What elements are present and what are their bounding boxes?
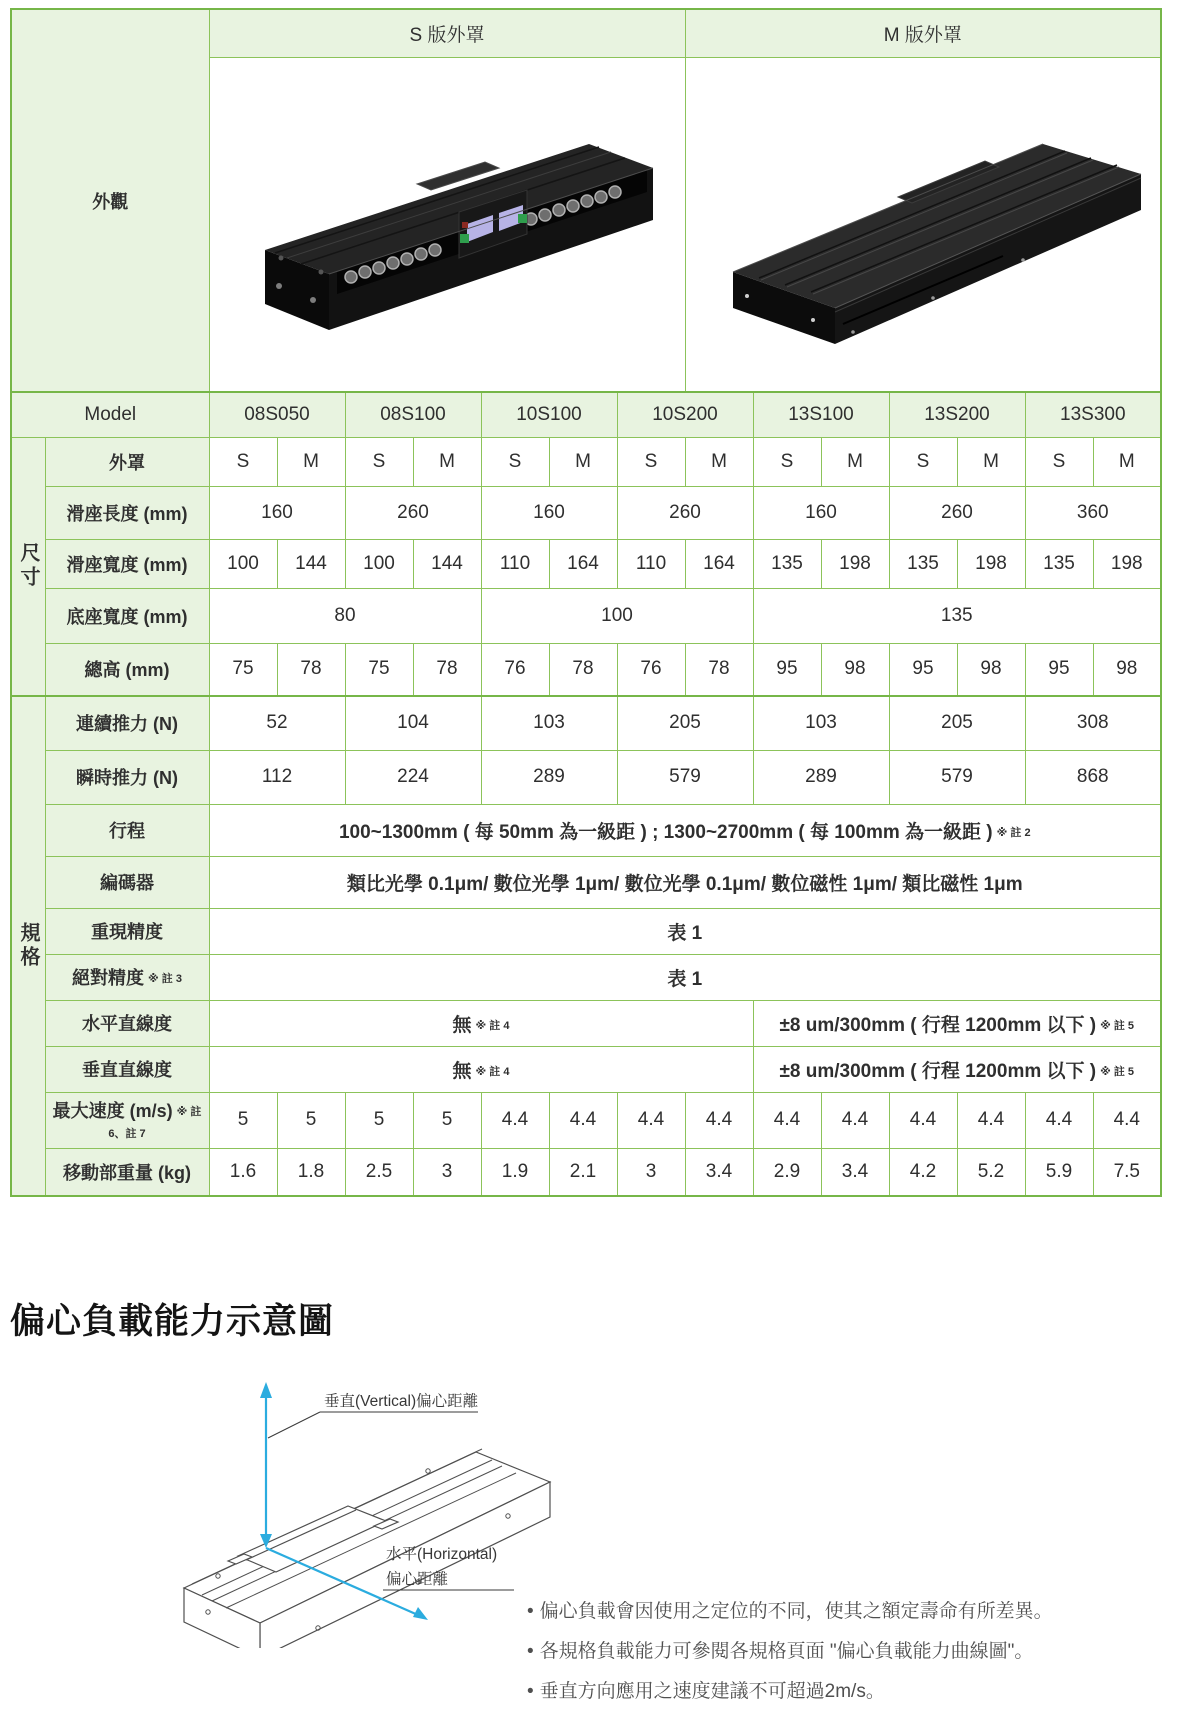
model-cell: 13S300 xyxy=(1025,392,1161,437)
row-label-continuous-thrust: 連續推力 (N) xyxy=(45,696,209,750)
value-cell: 224 xyxy=(345,750,481,804)
value-cell: 4.4 xyxy=(549,1092,617,1148)
value-cell: 289 xyxy=(753,750,889,804)
row-absolute-accuracy xyxy=(11,954,1161,1000)
value-cell: 5 xyxy=(277,1092,345,1148)
value-cell: 2.1 xyxy=(549,1148,617,1196)
value-cell: 5.9 xyxy=(1025,1148,1093,1196)
s-cover-header: S 版外罩 xyxy=(209,9,685,57)
footnote-ref: ※ 註 2 xyxy=(996,826,1031,839)
row-label-base-width: 底座寬度 (mm) xyxy=(45,588,209,643)
model-cell: 08S100 xyxy=(345,392,481,437)
value-cell: S xyxy=(481,437,549,486)
value-cell: 4.4 xyxy=(889,1092,957,1148)
value-cell: 75 xyxy=(345,643,413,696)
value-cell: 3.4 xyxy=(821,1148,889,1196)
note-item: • 垂直方向應用之速度建議不可超過2m/s。 xyxy=(527,1681,885,1702)
appearance-label: 外觀 xyxy=(11,9,209,392)
row-horizontal-straightness xyxy=(11,1000,1161,1046)
value-cell: 135 xyxy=(889,539,957,588)
value-cell: 5 xyxy=(209,1092,277,1148)
value-cell: ±8 um/300mm ( 行程 1200mm 以下 ) ※ 註 5 xyxy=(753,1046,1161,1092)
value-cell: 98 xyxy=(821,643,889,696)
row-encoder xyxy=(11,856,1161,908)
value-cell: 2.5 xyxy=(345,1148,413,1196)
value-cell: 95 xyxy=(1025,643,1093,696)
value-cell: 160 xyxy=(481,486,617,539)
value-cell: 95 xyxy=(889,643,957,696)
row-base-width xyxy=(11,588,1161,643)
value-cell: 4.4 xyxy=(481,1092,549,1148)
value-cell: S xyxy=(345,437,413,486)
value-cell: S xyxy=(889,437,957,486)
value-cell: M xyxy=(685,437,753,486)
value-cell: 5 xyxy=(345,1092,413,1148)
model-label: Model xyxy=(11,392,209,437)
value-cell: 100 xyxy=(481,588,753,643)
value-cell: 100~1300mm ( 每 50mm 為一級距 ) ; 1300~2700mm ( 每 100mm 為一級距 ) ※ 註 2 xyxy=(209,804,1161,856)
value-cell: 198 xyxy=(821,539,889,588)
value-cell: 76 xyxy=(481,643,549,696)
value-cell: 135 xyxy=(1025,539,1093,588)
value-cell: 95 xyxy=(753,643,821,696)
row-cover-type xyxy=(11,437,1161,486)
row-label-vertical-straightness: 垂直直線度 xyxy=(45,1046,209,1092)
value-cell: 260 xyxy=(345,486,481,539)
spec-table xyxy=(10,8,1162,1197)
value-cell: 100 xyxy=(209,539,277,588)
row-label-total-height: 總高 (mm) xyxy=(45,643,209,696)
value-cell: 1.9 xyxy=(481,1148,549,1196)
value-cell: 135 xyxy=(753,539,821,588)
eccentric-load-diagram xyxy=(178,1376,568,1648)
value-cell: 80 xyxy=(209,588,481,643)
value-cell: S xyxy=(753,437,821,486)
value-cell: 198 xyxy=(957,539,1025,588)
value-cell: 160 xyxy=(753,486,889,539)
value-cell: 1.6 xyxy=(209,1148,277,1196)
value-cell: 160 xyxy=(209,486,345,539)
value-cell: 260 xyxy=(889,486,1025,539)
value-cell: 3.4 xyxy=(685,1148,753,1196)
eccentric-load-heading: 偏心負載能力示意圖 xyxy=(10,1302,335,1341)
row-total-height xyxy=(11,643,1161,696)
value-cell: M xyxy=(549,437,617,486)
value-cell: 4.2 xyxy=(889,1148,957,1196)
value-cell: 7.5 xyxy=(1093,1148,1161,1196)
horizontal-offset-label-line2: 偏心距離 xyxy=(386,1571,449,1588)
section-specs: 規格 xyxy=(11,696,45,1196)
value-cell: 5.2 xyxy=(957,1148,1025,1196)
value-cell: 78 xyxy=(413,643,481,696)
row-label-stroke: 行程 xyxy=(45,804,209,856)
value-cell: 4.4 xyxy=(753,1092,821,1148)
footnote-ref: ※ 註 5 xyxy=(1100,1019,1135,1032)
row-label-cover: 外罩 xyxy=(45,437,209,486)
value-cell: 78 xyxy=(549,643,617,696)
row-label-peak-thrust: 瞬時推力 (N) xyxy=(45,750,209,804)
value-cell: 75 xyxy=(209,643,277,696)
row-continuous-thrust xyxy=(11,696,1161,750)
value-cell: 2.9 xyxy=(753,1148,821,1196)
value-cell: S xyxy=(617,437,685,486)
section-dimensions: 尺寸 xyxy=(11,437,45,696)
row-vertical-straightness xyxy=(11,1046,1161,1092)
value-cell: 4.4 xyxy=(617,1092,685,1148)
m-cover-photo-cell xyxy=(685,57,1161,392)
value-cell: 198 xyxy=(1093,539,1161,588)
value-cell: 78 xyxy=(277,643,345,696)
value-cell: 98 xyxy=(957,643,1025,696)
row-label-max-speed: 最大速度 (m/s) ※ 註 6、註 7 xyxy=(45,1092,209,1148)
value-cell: 52 xyxy=(209,696,345,750)
value-cell: 104 xyxy=(345,696,481,750)
value-cell: 110 xyxy=(617,539,685,588)
value-cell: 4.4 xyxy=(1025,1092,1093,1148)
value-cell: 103 xyxy=(481,696,617,750)
value-cell: ±8 um/300mm ( 行程 1200mm 以下 ) ※ 註 5 xyxy=(753,1000,1161,1046)
row-cover-headers xyxy=(11,9,1161,57)
value-cell: 98 xyxy=(1093,643,1161,696)
row-max-speed xyxy=(11,1092,1161,1148)
row-label-moving-weight: 移動部重量 (kg) xyxy=(45,1148,209,1196)
value-cell: 112 xyxy=(209,750,345,804)
value-cell: 144 xyxy=(277,539,345,588)
eccentric-load-notes xyxy=(527,1592,1087,1712)
row-slider-width xyxy=(11,539,1161,588)
value-cell: 4.4 xyxy=(1093,1092,1161,1148)
value-cell: 868 xyxy=(1025,750,1161,804)
value-cell: 1.8 xyxy=(277,1148,345,1196)
value-cell: 4.4 xyxy=(821,1092,889,1148)
row-repeatability xyxy=(11,908,1161,954)
value-cell: 110 xyxy=(481,539,549,588)
note-item: • 偏心負載會因使用之定位的不同，使其之額定壽命有所差異。 xyxy=(527,1601,1053,1622)
row-label-absolute-accuracy: 絕對精度 ※ 註 3 xyxy=(45,954,209,1000)
value-cell: 260 xyxy=(617,486,753,539)
bullet-icon: • xyxy=(527,1641,534,1662)
model-cell: 13S100 xyxy=(753,392,889,437)
horizontal-offset-label-line1: 水平(Horizontal) xyxy=(386,1546,498,1563)
value-cell: 78 xyxy=(685,643,753,696)
bullet-icon: • xyxy=(527,1601,534,1622)
model-cell: 08S050 xyxy=(209,392,345,437)
value-cell: M xyxy=(1093,437,1161,486)
s-cover-product-image xyxy=(217,72,677,372)
value-cell: 無 ※ 註 4 xyxy=(209,1000,753,1046)
value-cell: 100 xyxy=(345,539,413,588)
value-cell: S xyxy=(1025,437,1093,486)
footnote-ref: ※ 註 4 xyxy=(475,1019,510,1032)
m-cover-product-image xyxy=(693,72,1153,372)
value-cell: M xyxy=(821,437,889,486)
model-cell: 13S200 xyxy=(889,392,1025,437)
value-cell: 289 xyxy=(481,750,617,804)
footnote-ref: ※ 註 6、註 7 xyxy=(108,1105,202,1140)
value-cell: 360 xyxy=(1025,486,1161,539)
row-label-slider-width: 滑座寬度 (mm) xyxy=(45,539,209,588)
s-cover-photo-cell xyxy=(209,57,685,392)
value-cell: 308 xyxy=(1025,696,1161,750)
value-cell: 579 xyxy=(617,750,753,804)
model-cell: 10S200 xyxy=(617,392,753,437)
value-cell: 表 1 xyxy=(209,954,1161,1000)
bullet-icon: • xyxy=(527,1681,534,1702)
m-cover-header: M 版外罩 xyxy=(685,9,1161,57)
value-cell: M xyxy=(957,437,1025,486)
value-cell: 205 xyxy=(889,696,1025,750)
value-cell: 76 xyxy=(617,643,685,696)
vertical-offset-label: 垂直(Vertical)偏心距離 xyxy=(324,1393,479,1410)
value-cell: 3 xyxy=(413,1148,481,1196)
model-cell: 10S100 xyxy=(481,392,617,437)
row-label-encoder: 編碼器 xyxy=(45,856,209,908)
value-cell: 144 xyxy=(413,539,481,588)
footnote-ref: ※ 註 5 xyxy=(1100,1065,1135,1078)
footnote-ref: ※ 註 3 xyxy=(148,973,182,985)
row-label-slider-length: 滑座長度 (mm) xyxy=(45,486,209,539)
value-cell: 164 xyxy=(685,539,753,588)
value-cell: 205 xyxy=(617,696,753,750)
footnote-ref: ※ 註 4 xyxy=(475,1065,510,1078)
row-slider-length xyxy=(11,486,1161,539)
value-cell: 579 xyxy=(889,750,1025,804)
value-cell: 103 xyxy=(753,696,889,750)
value-cell: M xyxy=(413,437,481,486)
row-label-horizontal-straightness: 水平直線度 xyxy=(45,1000,209,1046)
row-model xyxy=(11,392,1161,437)
value-cell: 3 xyxy=(617,1148,685,1196)
row-label-repeatability: 重現精度 xyxy=(45,908,209,954)
row-stroke xyxy=(11,804,1161,856)
value-cell: 5 xyxy=(413,1092,481,1148)
row-moving-weight xyxy=(11,1148,1161,1196)
note-item: • 各規格負載能力可參閱各規格頁面 "偏心負載能力曲線圖"。 xyxy=(527,1641,1034,1662)
value-cell: S xyxy=(209,437,277,486)
value-cell: 4.4 xyxy=(685,1092,753,1148)
value-cell: M xyxy=(277,437,345,486)
value-cell: 135 xyxy=(753,588,1161,643)
value-cell: 表 1 xyxy=(209,908,1161,954)
value-cell: 164 xyxy=(549,539,617,588)
value-cell: 無 ※ 註 4 xyxy=(209,1046,753,1092)
row-peak-thrust xyxy=(11,750,1161,804)
value-cell: 4.4 xyxy=(957,1092,1025,1148)
value-cell: 類比光學 0.1μm/ 數位光學 1μm/ 數位光學 0.1μm/ 數位磁性 1μm/ 類比磁性 1μm xyxy=(209,856,1161,908)
